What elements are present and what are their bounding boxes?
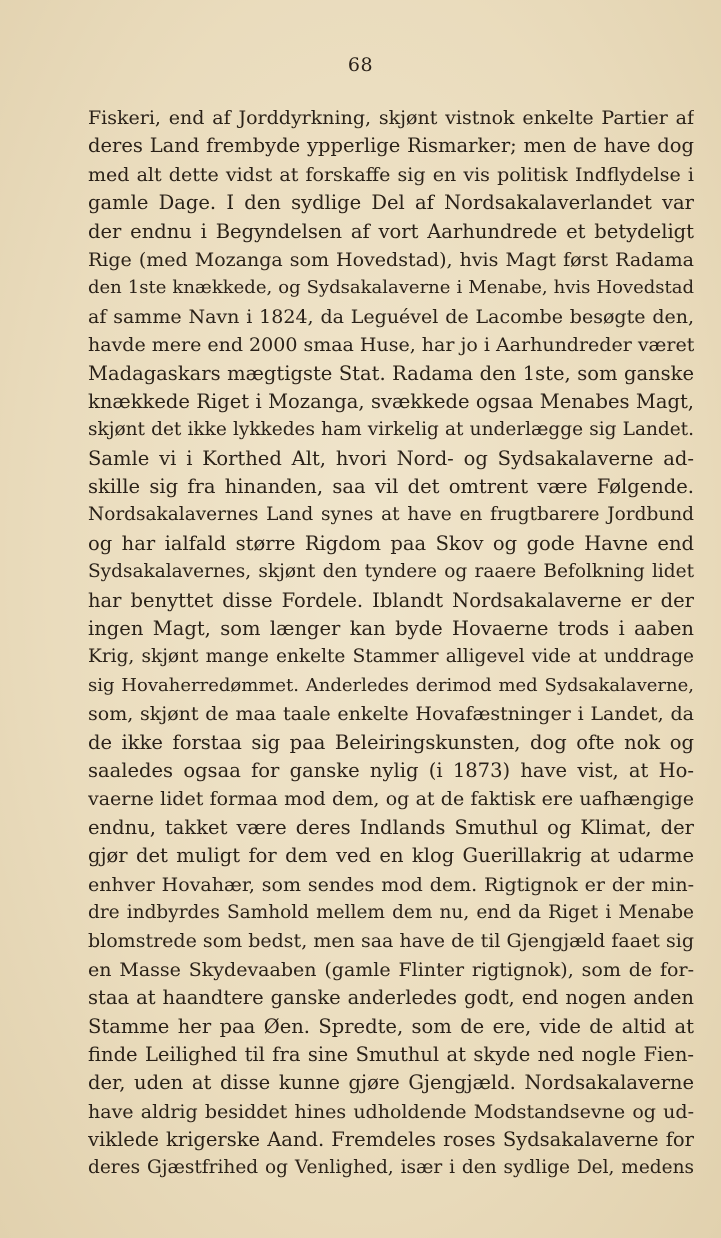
text-line: der endnu i Begyndelsen af vort Aarhundrede et betydeligt — [88, 219, 694, 243]
text-line: saaledes ogsaa for ganske nylig (i 1873) have vist, at Ho- — [88, 758, 694, 782]
text-line: knækkede Riget i Mozanga, svækkede ogsaa Menabes Magt, — [88, 389, 694, 413]
text-line: de ikke forstaa sig paa Beleiringskunsten, dog ofte nok og — [88, 730, 694, 754]
text-line: have aldrig besiddet hines udholdende Modstandsevne og ud- — [88, 1100, 694, 1123]
text-line: deres Land frembyde ypperlige Rismarker; men de have dog — [88, 134, 694, 158]
text-line: af samme Navn i 1824, da Leguével de Lacombe besøgte den, — [88, 305, 694, 328]
text-line: der, uden at disse kunne gjøre Gjengjæld. Nordsakalaverne — [88, 1071, 694, 1095]
text-line: og har ialfald større Rigdom paa Skov og gode Havne end — [88, 531, 694, 555]
text-line: Stamme her paa Øen. Spredte, som de ere, vide de altid at — [88, 1014, 694, 1038]
text-line: endnu, takket være deres Indlands Smuthul og Klimat, der — [88, 815, 694, 839]
text-line: gjør det muligt for dem ved en klog Guerillakrig at udarme — [88, 844, 694, 868]
text-line: ingen Magt, som længer kan byde Hovaerne trods i aaben — [88, 617, 694, 641]
text-line: Krig, skjønt mange enkelte Stammer alligevel vide at unddrage — [88, 646, 694, 668]
body-text — [88, 104, 694, 1183]
text-line: havde mere end 2000 smaa Huse, har jo i Aarhundreder været — [88, 334, 694, 357]
text-line: staa at haandtere ganske anderledes godt, end nogen anden — [88, 986, 694, 1010]
text-line: gamle Dage. I den sydlige Del af Nordsakalaverlandet var — [88, 191, 694, 215]
text-line: viklede krigerske Aand. Fremdeles roses Sydsakalaverne for — [88, 1128, 694, 1152]
text-line: Fiskeri, end af Jorddyrkning, skjønt vistnok enkelte Partier af — [88, 107, 694, 129]
text-line: skille sig fra hinanden, saa vil det omtrent være Følgende. — [88, 475, 694, 499]
text-line: den 1ste knækkede, og Sydsakalaverne i Menabe, hvis Hovedstad — [88, 277, 694, 299]
text-line: skjønt det ikke lykkedes ham virkelig at underlægge sig Landet. — [88, 419, 694, 441]
text-line: Rige (med Mozanga som Hovedstad), hvis Magt først Radama — [88, 248, 694, 271]
page-number: 68 — [347, 54, 374, 76]
text-line: enhver Hovahær, som sendes mod dem. Rigtignok er der min- — [88, 873, 694, 896]
text-line: finde Leilighed til fra sine Smuthul at skyde ned nogle Fien- — [88, 1042, 694, 1066]
text-line: Sydsakalavernes, skjønt den tyndere og raaere Befolkning lidet — [88, 561, 694, 583]
text-line: har benyttet disse Fordele. Iblandt Nordsakalaverne er der — [88, 588, 694, 612]
text-line: en Masse Skydevaaben (gamle Flinter rigtignok), som de for- — [88, 958, 694, 981]
text-line: blomstrede som bedst, men saa have de til Gjengjæld faaet sig — [88, 930, 694, 953]
text-line: sig Hovaherredømmet. Anderledes derimod med Sydsakalaverne, — [88, 674, 694, 696]
text-line: dre indbyrdes Samhold mellem dem nu, end da Riget i Menabe — [88, 901, 694, 923]
text-line: Samle vi i Korthed Alt, hvori Nord- og Sydsakalaverne ad- — [88, 446, 694, 470]
text-line: Madagaskars mægtigste Stat. Radama den 1ste, som ganske — [88, 361, 694, 385]
text-line: som, skjønt de maa taale enkelte Hovafæstninger i Landet, da — [88, 703, 694, 726]
text-line: vaerne lidet formaa mod dem, og at de faktisk ere uafhængige — [88, 788, 694, 811]
text-line: med alt dette vidst at forskaffe sig en vis politisk Indflydelse i — [88, 163, 694, 186]
text-line: Nordsakalavernes Land synes at have en frugtbarere Jordbund — [88, 504, 694, 526]
text-line: deres Gjæstfrihed og Venlighed, især i den sydlige Del, medens — [88, 1157, 694, 1179]
